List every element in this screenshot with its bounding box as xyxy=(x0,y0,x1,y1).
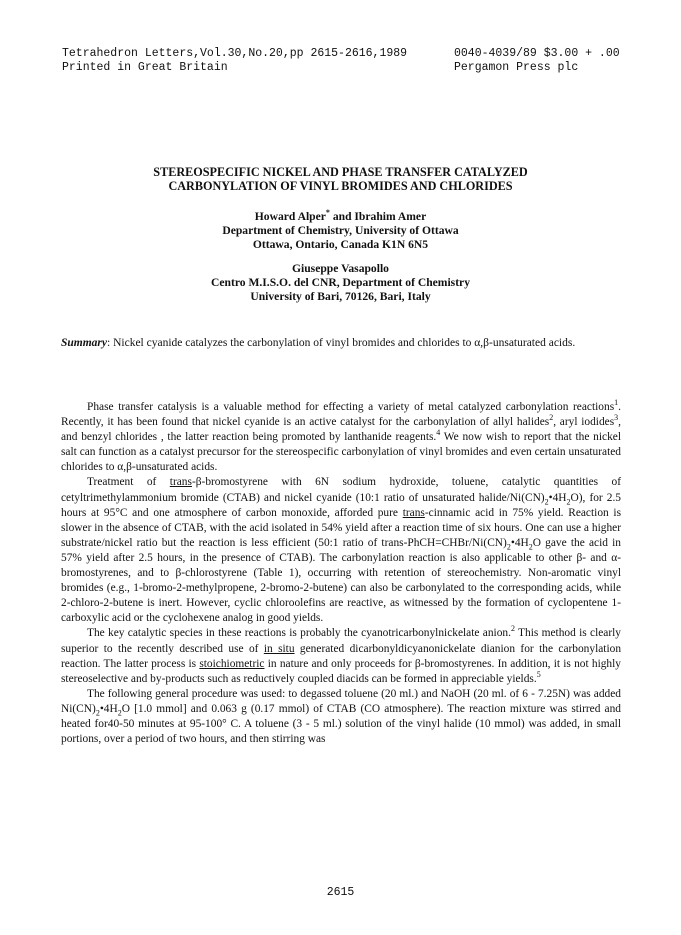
summary-label: Summary xyxy=(61,337,108,349)
publisher-code xyxy=(454,47,620,75)
title-line-1: STEREOSPECIFIC NICKEL AND PHASE TRANSFER CATALYZED xyxy=(153,165,528,179)
paragraph-4: The following general procedure was used: to degassed toluene (20 ml.) and NaOH (20 ml. of 6 - 7.25N) was added $Ni(CN)_2•4H_2O$ [1.0 mmol] and 0.063 g (0.17 mmol) of CTAB (CO atmosphere). The reaction mixture was stirred and heated for40-50 minutes at 95-100° C. A toluene (3 - 5 ml.) solution of the vinyl halide (10 mmol) was added, in small portions, over a period of two hours, and then stirring was xyxy=(61,687,621,746)
paragraph-3: The key catalytic species in these reactions is probably the cyanotricarbonylnickelate anion.$^2$ This method is clearly superior to the recently described use of in situ generated dicarbonyldicyanonickelate dianion for the carbonylation reaction. The latter process is stoichiometric in nature and only proceeds for β-bromostyrenes. In addition, it is not highly stereoselective and by-products such as reductively coupled diacids can be formed in appreciable yields.$^5$ xyxy=(61,624,622,685)
address: Ottawa, Ontario, Canada K1N 6N5 xyxy=(252,238,429,251)
author-affiliation-2 xyxy=(60,262,621,304)
author-affiliation-1 xyxy=(60,210,621,252)
author-names: Howard Alper* and Ibrahim Amer xyxy=(254,208,427,223)
department: Centro M.I.S.O. del CNR, Department of Chemistry xyxy=(211,276,470,289)
department: Department of Chemistry, University of Ottawa xyxy=(222,224,459,237)
paragraph-2: Treatment of trans-β-bromostyrene with 6N sodium hydroxide, toluene, catalytic quantities of cetyltrimethylammonium bromide (CTAB) and nickel cyanide (10:1 ratio of unsaturated halide/$Ni(CN)_2•4H_2O$), for 2.5 hours at 95°C and one atmosphere of carbon monoxide, afforded pure trans-cinnamic acid in 75% yield. Reaction is slower in the absence of CTAB, with the acid isolated in 54% yield after a reaction time of six hours. One can use a higher substrate/nickel ratio but the reaction is less efficient (50:1 ratio of trans-$PhCH=CHBr/Ni(CN)_2•4H_2O$ gave the acid in 57% yield after 2.5 hours, in the presence of CTAB). The carbonylation reaction is also applicable to other β- and α-bromostyrenes, and to β-chlorostyrene (Table 1), occurring with retention of stereochemistry. Non-aromatic vinyl bromides (e.g., 1-bromo-2-methylpropene, 2-bromo-2-butene) can also be carbonylated to the corresponding acids, while 2-chloro-2-butene is inert. However, cyclic chloroolefins are reactive, as witnessed by the formation of cyclopentene 1-carboxylic acid or the cyclohexene analog in good yields. xyxy=(61,476,622,625)
citation-line: Tetrahedron Letters,Vol.30,No.20,pp 2615-2616,1989 xyxy=(62,47,408,60)
price-code-line: 0040-4039/89 $3.00 + .00 xyxy=(454,47,620,60)
university: University of Bari, 70126, Bari, Italy xyxy=(250,290,431,303)
journal-citation xyxy=(62,47,407,75)
summary xyxy=(61,333,621,353)
page-number: 2615 xyxy=(326,886,355,899)
publisher-line: Pergamon Press plc xyxy=(454,61,579,74)
summary-text: : Nickel cyanide catalyzes the carbonylation of vinyl bromides and chlorides to α,β-unsaturated acids. xyxy=(107,337,576,349)
body-text xyxy=(61,400,621,747)
paragraph-1: Phase transfer catalysis is a valuable method for effecting a variety of metal catalyzed carbonylation reactions$^1$. Recently, it has been found that nickel cyanide is an active catalyst for the carbonylation of allyl halides$^2$, aryl iodides$^3$, and benzyl chlorides , the latter reaction being promoted by lanthanide reagents.$^4$ We now wish to report that the nickel salt can function as a catalyst precursor for the stereospecific carbonylation of vinyl bromides and even certain unsaturated chlorides to α,β-unsaturated acids. xyxy=(61,398,621,474)
printed-in-line: Printed in Great Britain xyxy=(62,61,228,74)
author-name: Giuseppe Vasapollo xyxy=(292,262,389,275)
title-line-2: CARBONYLATION OF VINYL BROMIDES AND CHLORIDES xyxy=(168,179,513,193)
corresponding-mark: * xyxy=(325,208,330,218)
paper-title xyxy=(60,165,621,193)
